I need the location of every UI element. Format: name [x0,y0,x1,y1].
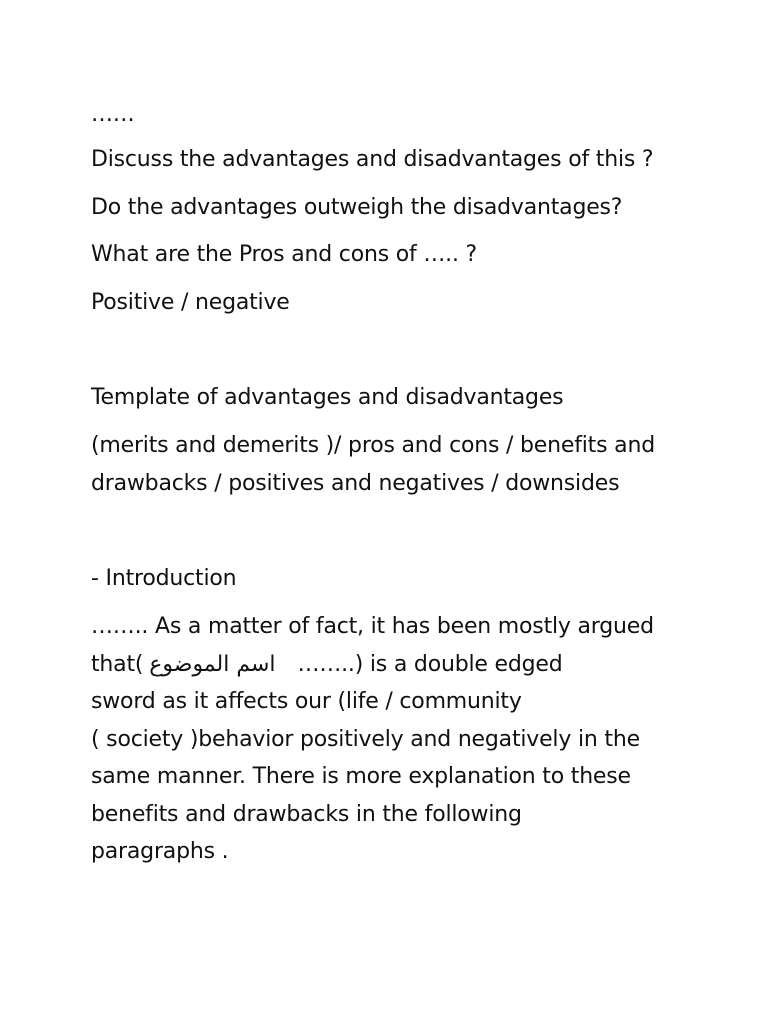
intro-line-2-end: ……..) is a double edged [297,651,563,677]
template-title: Template of advantages and disadvantages [91,385,564,410]
intro-line-1: …….. As a matter of fact, it has been mostly argued [91,614,654,639]
intro-line-4: ( society )behavior positively and negatively in the [91,726,640,752]
arabic-topic-name: اسم الموضوع [149,651,276,677]
introduction-paragraph [91,608,691,871]
intro-line-2 [91,646,691,684]
question-outweigh: Do the advantages outweigh the disadvantages? [91,195,623,220]
intro-line-6: benefits and drawbacks in the following [91,801,522,827]
intro-line-3: sword as it affects our (life / community [91,689,522,714]
ellipsis-line: …… [91,102,135,127]
positive-negative-line: Positive / negative [91,290,290,315]
intro-line-7: paragraphs . [91,839,229,864]
question-discuss: Discuss the advantages and disadvantages of this ? [91,147,654,172]
intro-line-5: same manner. There is more explanation to these [91,764,631,789]
synonyms-paragraph [91,427,691,502]
synonyms-line-1: (merits and demerits )/ pros and cons / benefits and [91,433,655,458]
synonyms-line-2: drawbacks / positives and negatives / downsides [91,470,620,496]
intro-line-2-start: that( [91,651,144,677]
question-pros-cons: What are the Pros and cons of ….. ? [91,242,478,267]
introduction-heading: - Introduction [91,566,237,591]
